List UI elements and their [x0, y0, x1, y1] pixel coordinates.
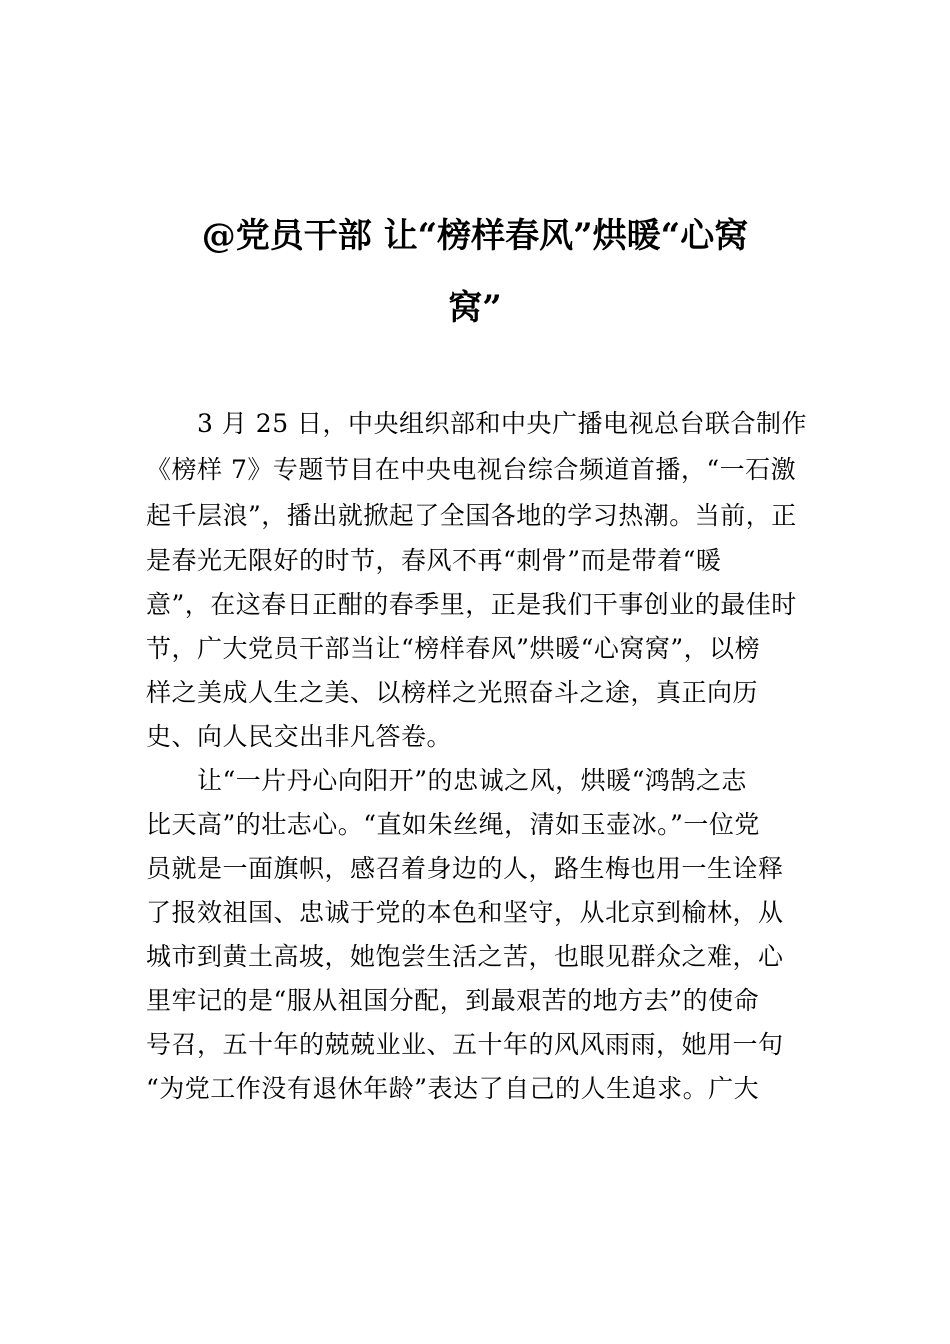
paragraph-1-line: 《榜样 7》专题节目在中央电视台综合频道首播，“一石激 [146, 455, 797, 484]
paragraph-1-line: 史、向人民交出非凡答卷。 [146, 722, 453, 751]
paragraph-2-line: 城市到黄土高坡，她饱尝生活之苦，也眼见群众之难，心 [146, 942, 784, 971]
paragraph-2-line: 让“一片丹心向阳开”的忠诚之风，烘暖“鸿鹄之志 [146, 766, 747, 795]
paragraph-1-line: 意”，在这春日正酣的春季里，正是我们干事创业的最佳时 [146, 590, 797, 619]
paragraph-1-line: 节，广大党员干部当让“榜样春风”烘暖“心窝窝”，以榜 [146, 634, 761, 663]
paragraph-2-line: 号召，五十年的兢兢业业、五十年的风风雨雨，她用一句 [146, 1030, 784, 1059]
paragraph-1-line: 样之美成人生之美、以榜样之光照奋斗之途，真正向历 [146, 678, 759, 707]
paragraph-1-line: 是春光无限好的时节，春风不再“刺骨”而是带着“暖 [146, 546, 722, 575]
paragraph-1-line: 起千层浪”，播出就掀起了全国各地的学习热潮。当前，正 [146, 501, 797, 530]
paragraph-2-line: 员就是一面旗帜，感召着身边的人，路生梅也用一生诠释 [146, 854, 784, 883]
paragraph-2-line: 里牢记的是“服从祖国分配，到最艰苦的地方去”的使命 [146, 986, 760, 1015]
paragraph-2-line: 了报效祖国、忠诚于党的本色和坚守，从北京到榆林，从 [146, 898, 784, 927]
paragraph-2-line: “为党工作没有退休年龄”表达了自己的人生追求。广大 [146, 1074, 760, 1103]
paragraph-1-line: 3 月 25 日，中央组织部和中央广播电视总台联合制作 [146, 409, 808, 438]
document-title-line-1: @党员干部 让“榜样春风”烘暖“心窝 [201, 216, 749, 256]
paragraph-2-line: 比天高”的壮志心。“直如朱丝绳，清如玉壶冰。”一位党 [146, 810, 760, 839]
document-title-line-2: 窝” [448, 288, 502, 328]
